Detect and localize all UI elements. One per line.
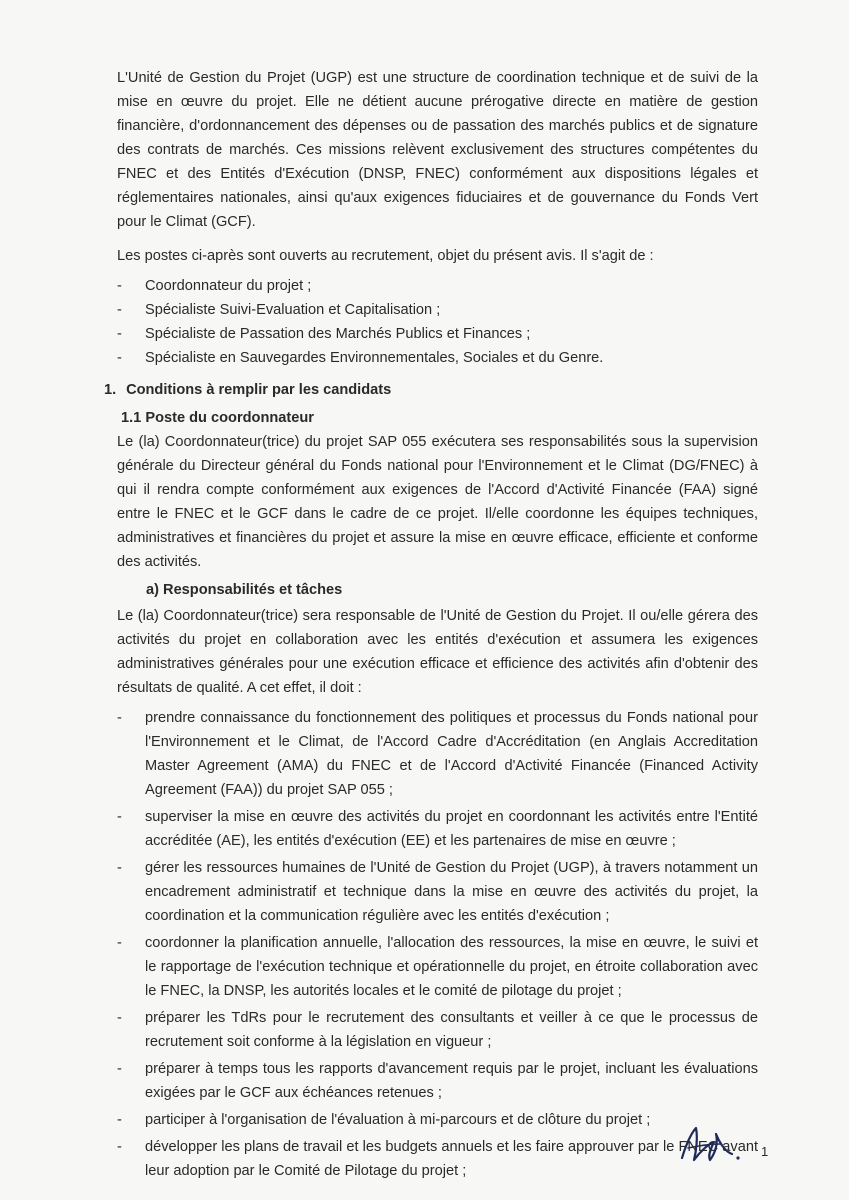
section-a-heading: a) Responsabilités et tâches — [146, 582, 343, 598]
list-item: - participer à l'organisation de l'évaluation à mi-parcours et de clôture du projet ; — [117, 1108, 758, 1132]
page-number: 1 — [761, 1144, 769, 1159]
posts-intro-paragraph: Les postes ci-après sont ouverts au recrutement, objet du présent avis. Il s'agit de : — [117, 248, 654, 264]
list-item: - gérer les ressources humaines de l'Unité de Gestion du Projet (UGP), à travers notamment un encadrement administratif et technique dans la mise en œuvre des activités du projet, la coordination et la communication régulière avec les entités d'exécution ; — [117, 856, 758, 928]
list-item: - Spécialiste Suivi-Evaluation et Capitalisation ; — [117, 298, 758, 322]
list-item: - coordonner la planification annuelle, l'allocation des ressources, la mise en œuvre, le suivi et le rapportage de l'exécution technique et opérationnelle du projet, en étroite collaboration avec le FNEC, la DNSP, les autorités locales et le comité de pilotage du projet ; — [117, 931, 758, 1003]
responsibilities-paragraph: Le (la) Coordonnateur(trice) sera responsable de l'Unité de Gestion du Projet. Il ou/elle gérera des activités du projet en collaboration avec les entités d'exécution et assumera les exigences administratives générales pour une exécution efficace et efficience des activités afin d'obtenir des résultats de qualité. A cet effet, il doit : — [117, 608, 758, 696]
list-item: - développer les plans de travail et les budgets annuels et les faire approuver par le FNEC avant leur adoption par le Comité de Pilotage du projet ; — [117, 1135, 758, 1183]
list-item: - Spécialiste en Sauvegardes Environnementales, Sociales et du Genre. — [117, 346, 758, 370]
list-item: - superviser la mise en œuvre des activités du projet en coordonnant les activités entre l'Entité accréditée (AE), les entités d'exécution (EE) et les partenaires de mise en œuvre ; — [117, 805, 758, 853]
posts-list — [117, 274, 758, 370]
handwritten-signature — [674, 1122, 744, 1166]
list-item: - préparer les TdRs pour le recrutement des consultants et veiller à ce que le processus de recrutement soit conforme à la législation en vigueur ; — [117, 1006, 758, 1054]
list-item: - Coordonnateur du projet ; — [117, 274, 758, 298]
section-1-title: Conditions à remplir par les candidats — [126, 382, 392, 398]
coordinator-paragraph: Le (la) Coordonnateur(trice) du projet SAP 055 exécutera ses responsabilités sous la supervision générale du Directeur général du Fonds national pour l'Environnement et le Climat (DG/FNEC) à qui il rendra compte conformément aux exigences de l'Accord d'Activité Financée (FAA) signé entre le FNEC et le GCF dans le cadre de ce projet. Il/elle coordonne les équipes techniques, administratives et financières du projet et assure la mise en œuvre efficace, efficiente et conforme des activités. — [117, 434, 758, 570]
section-1-number: 1. — [104, 382, 117, 398]
duties-list — [117, 706, 758, 1183]
list-item: - Spécialiste de Passation des Marchés Publics et Finances ; — [117, 322, 758, 346]
intro-paragraph: L'Unité de Gestion du Projet (UGP) est une structure de coordination technique et de suivi de la mise en œuvre du projet. Elle ne détient aucune prérogative directe en matière de gestion financière, d'ordonnancement des dépenses ou de passation des marchés publics et de signature des contrats de marchés. Ces missions relèvent exclusivement des structures compétentes du FNEC et des Entités d'Exécution (DNSP, FNEC) conformément aux dispositions légales et réglementaires nationales, ainsi qu'aux exigences fiduciaires et de gouvernance du Fonds Vert pour le Climat (GCF). — [117, 70, 758, 230]
list-item: - prendre connaissance du fonctionnement des politiques et processus du Fonds national pour l'Environnement et le Climat, de l'Accord Cadre d'Accréditation (en Anglais Accreditation Master Agreement (AMA) du FNEC et de l'Accord d'Activité Financée (Financed Activity Agreement (FAA)) du projet SAP 055 ; — [117, 706, 758, 802]
document-body — [104, 66, 758, 1186]
list-item: - préparer à temps tous les rapports d'avancement requis par le projet, incluant les évaluations exigées par le GCF aux échéances retenues ; — [117, 1057, 758, 1105]
section-1-heading — [104, 378, 758, 402]
page-footer — [0, 1122, 849, 1172]
section-1-1-heading: 1.1 Poste du coordonnateur — [121, 410, 314, 426]
